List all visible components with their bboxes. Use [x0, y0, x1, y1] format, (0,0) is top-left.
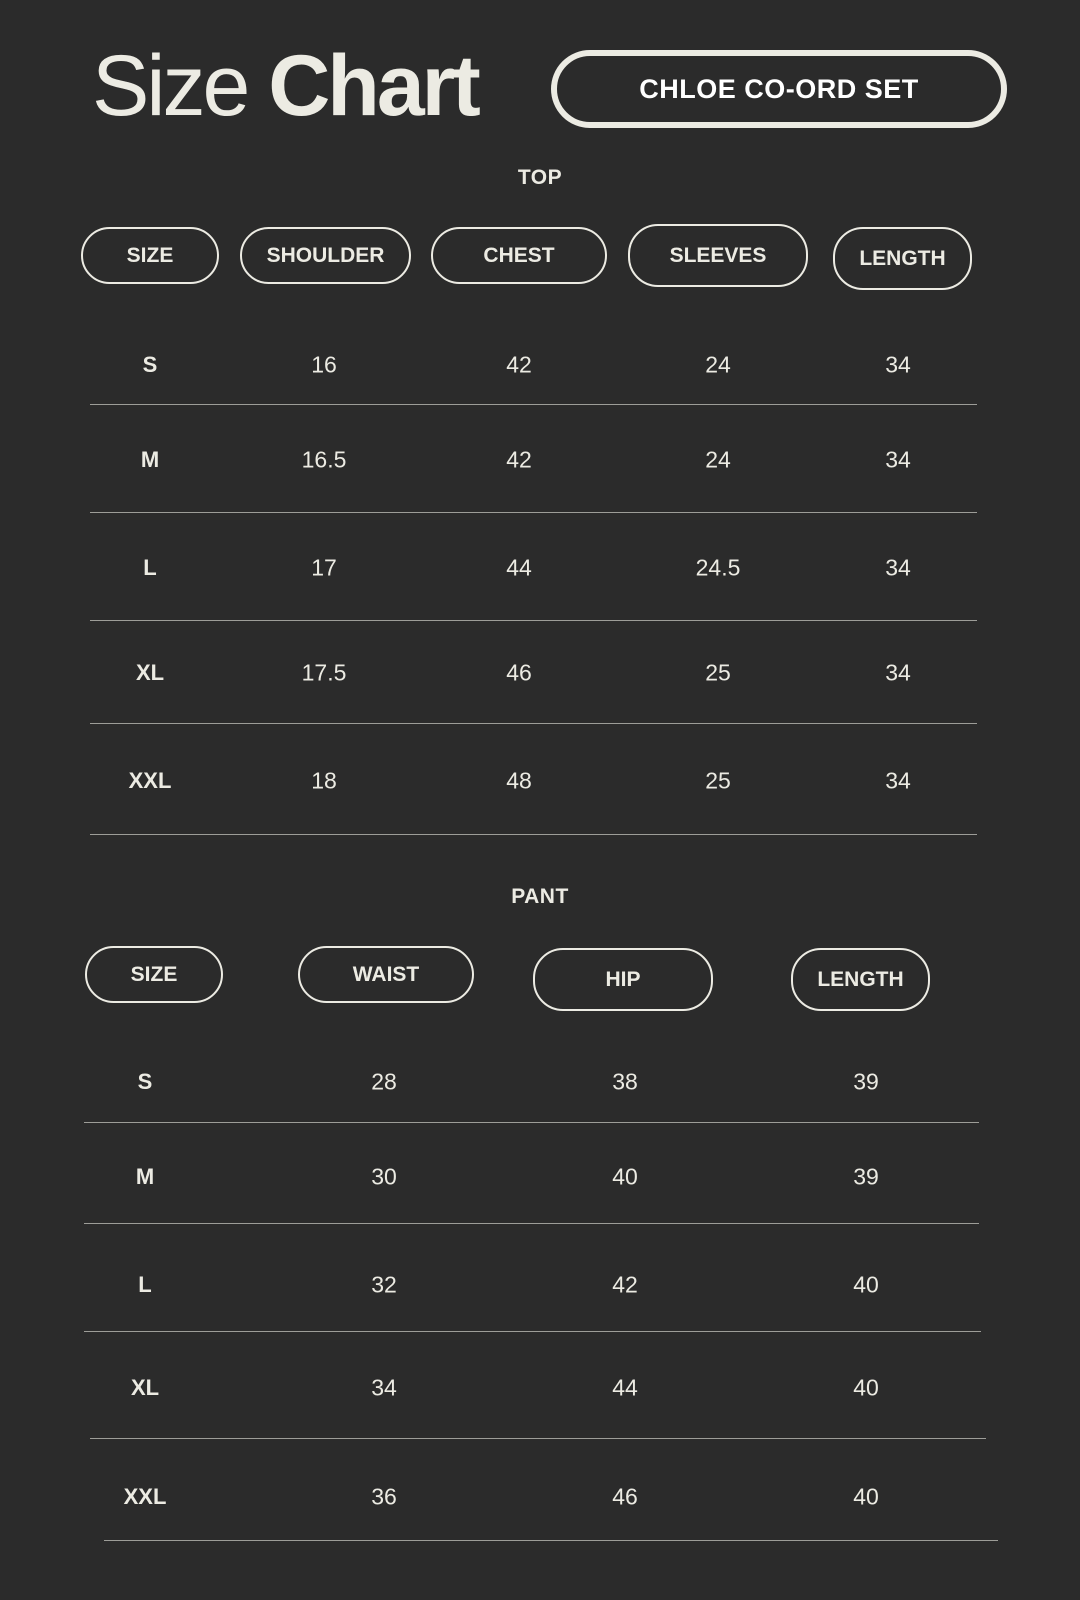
top-section-title: TOP	[517, 166, 563, 189]
pant-header-size: SIZE	[85, 946, 223, 1003]
top-cell-length: 34	[885, 554, 911, 581]
pant-cell-size: XXL	[123, 1484, 167, 1509]
top-cell-chest: 46	[506, 659, 532, 686]
top-cell-size: M	[140, 447, 160, 472]
top-cell-size: XL	[135, 660, 165, 685]
top-cell-size: XXL	[128, 768, 172, 793]
pant-cell-hip: 38	[612, 1068, 638, 1095]
top-header-chest: CHEST	[431, 227, 607, 284]
top-cell-shoulder: 18	[311, 767, 337, 794]
top-cell-chest: 44	[506, 554, 532, 581]
pant-cell-hip: 44	[612, 1374, 638, 1401]
pant-cell-size: M	[135, 1164, 155, 1189]
pant-cell-waist: 34	[371, 1374, 397, 1401]
top-header-sleeves: SLEEVES	[628, 224, 808, 287]
product-name-badge: CHLOE CO-ORD SET	[551, 50, 1007, 128]
top-cell-length: 34	[885, 659, 911, 686]
pant-cell-length: 39	[853, 1068, 879, 1095]
top-cell-chest: 42	[506, 351, 532, 378]
pant-header-hip: HIP	[533, 948, 713, 1011]
top-cell-sleeves: 25	[705, 659, 731, 686]
pant-cell-waist: 28	[371, 1068, 397, 1095]
pant-cell-hip: 42	[612, 1271, 638, 1298]
pant-section-title: PANT	[511, 885, 569, 908]
pant-cell-length: 39	[853, 1163, 879, 1190]
title-light: Size	[92, 38, 248, 134]
top-cell-sleeves: 24.5	[695, 554, 741, 581]
top-row-divider	[90, 723, 977, 724]
pant-cell-size: S	[137, 1069, 153, 1094]
title-bold: Chart	[268, 38, 478, 134]
pant-cell-size: L	[138, 1272, 152, 1297]
pant-cell-waist: 32	[371, 1271, 397, 1298]
pant-header-length: LENGTH	[791, 948, 930, 1011]
top-cell-size: L	[143, 555, 157, 580]
top-cell-chest: 42	[506, 446, 532, 473]
pant-row-divider	[90, 1438, 986, 1439]
top-cell-sleeves: 24	[705, 351, 731, 378]
top-cell-shoulder: 17.5	[301, 659, 347, 686]
pant-header-waist: WAIST	[298, 946, 474, 1003]
page-title	[92, 32, 478, 140]
top-cell-shoulder: 16	[311, 351, 337, 378]
top-cell-length: 34	[885, 446, 911, 473]
top-header-length: LENGTH	[833, 227, 972, 290]
top-cell-chest: 48	[506, 767, 532, 794]
top-cell-sleeves: 24	[705, 446, 731, 473]
top-cell-shoulder: 16.5	[301, 446, 347, 473]
top-cell-length: 34	[885, 767, 911, 794]
pant-cell-length: 40	[853, 1483, 879, 1510]
top-cell-size: S	[142, 352, 158, 377]
top-cell-sleeves: 25	[705, 767, 731, 794]
top-cell-shoulder: 17	[311, 554, 337, 581]
pant-row-divider	[84, 1122, 979, 1123]
top-header-shoulder: SHOULDER	[240, 227, 411, 284]
top-header-size: SIZE	[81, 227, 219, 284]
pant-row-divider	[104, 1540, 998, 1541]
pant-cell-waist: 36	[371, 1483, 397, 1510]
top-row-divider	[90, 620, 977, 621]
top-row-divider	[90, 404, 977, 405]
top-cell-length: 34	[885, 351, 911, 378]
pant-cell-hip: 46	[612, 1483, 638, 1510]
pant-cell-length: 40	[853, 1271, 879, 1298]
pant-cell-length: 40	[853, 1374, 879, 1401]
pant-row-divider	[84, 1223, 979, 1224]
top-row-divider	[90, 512, 977, 513]
pant-cell-size: XL	[130, 1375, 160, 1400]
top-row-divider	[90, 834, 977, 835]
pant-cell-hip: 40	[612, 1163, 638, 1190]
pant-cell-waist: 30	[371, 1163, 397, 1190]
pant-row-divider	[84, 1331, 981, 1332]
